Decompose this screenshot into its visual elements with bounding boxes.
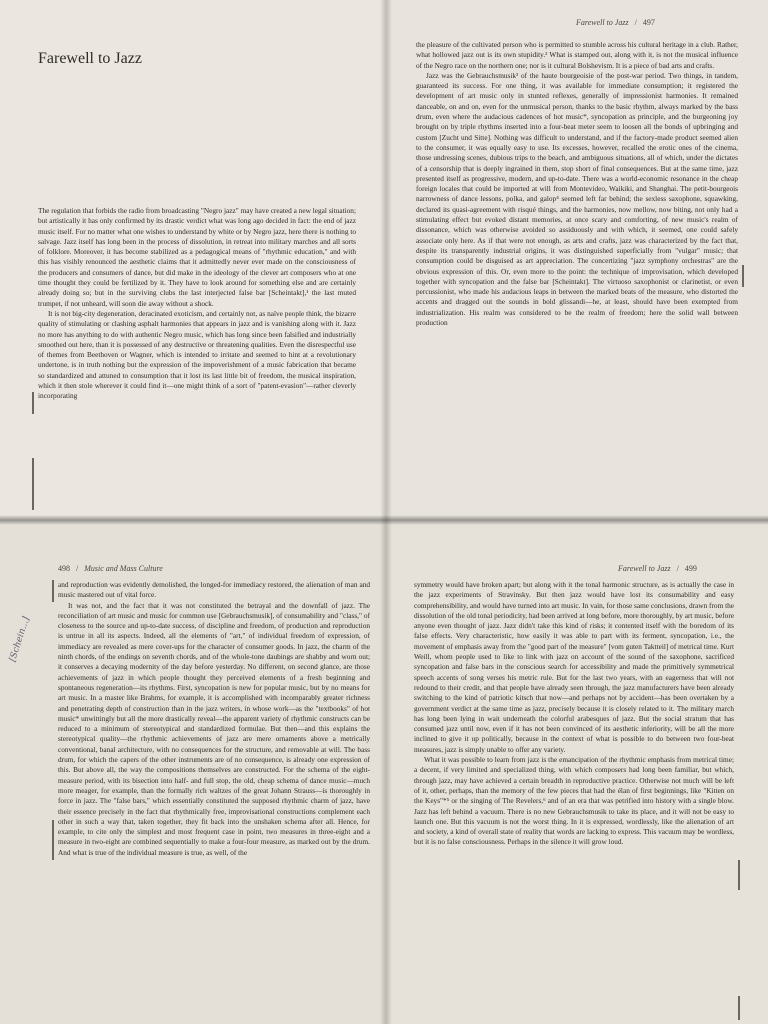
paragraph: symmetry would have broken apart; but along with it the tonal harmonic structure, as is actually the case in the jazz experiments of Stravinsky. But then jazz would have lost its consumability and easy comprehensibility, and would have turned into art music. In vain, for those same conclusions, drawn from the dissolution of the old tonal periodicity, had been arrived at long before, more thoroughly, by art music, before anyone even thought of jazz. Jazz didn't take this kind of risks; it contented itself with the boredom of its false effects. Very characteristic, how easily it was able to part with its ferment, syncopation, i.e., the movement of emphasis away from the "good part of the measure" [vom guten Taktteil] of metrical time. Kurt Weill, whom people used to like to link with jazz on account of the sound of the saxophone, sacrificed syncopation and false bars in the conscious search for accessibility and made the primitively symmetrical speech accents of song verses his metric rule. But for the last two years, with an eagerness that will not redound to their credit, and that people have already seen through, the jazz manufacturers have been already switching to the kind of patriotic kitsch that now—and perhaps not by accident—has been overtaken by a government verdict at the same time as jazz, precisely because it is closely related to it. The military march has long been lying in wait underneath the colorful arabesques of jazz. But the social stratum that has consumed jazz until now, even if it has not been convinced of its aesthetic inferiority, will be all the more inclined to give it up politically, because in the context of what is possible to do between two four-beat measures, jazz is simply unable to offer any variety.: [414, 580, 734, 754]
paragraph: It was not, and the fact that it was not constituted the betrayal and the downfall of jazz. The reconciliation of art music and music for common use [Gebrauchsmusik], of consumability and "class," of closeness to the source and up-to-date success, of discipline and freedom, of production and reproduction is untrue in all its aspects. Indeed, all the elements of "art," of individual freedom of expression, of immediacy are revealed as mere cover-ups for the character of consumer goods. In jazz, the charm of the ninth chords, of the endings on seventh chords, and of the whole-tone daubings are shabby and worn out; it conserves a decaying modernity of the day before yesterday. No different, on second glance, are those achievements of jazz in which people thought they perceived elements of a fresh beginning and spontaneous regeneration—its rhythms. First, syncopation is new for popular music, but by no means for art music. In a master like Brahms, for example, it is accomplished with incomparably greater richness and penetrating depth of construction than in the jazz writers, in whose work—as the "textbooks" of hot music* unwittingly but all the more drastically reveal—the apparent variety of rhythmic constructs can be reduced to a minimum of stereotypical and standardized formulae. But then—and this explains the stereotypical quality—the rhythmic achievements of jazz are mere ornaments above a metrically conventional, banal architecture, with no consequences for the structure, and removable at will. The bass drum, for which the capers of the other instruments are of no consequence, is already one expression of this. But above all, the way the compositions themselves are constructed. For the schema of the eight-measure period, with its bisection into half- and full stop, the old, cheap schema of dance music—much more meager, for example, than the formally rich waltzes of the great Johann Strauss—is thoroughly in force in jazz. The "false bars," which essentially constituted the supposed rhythmic charm of jazz, have their essence precisely in the fact that rhythmically free, improvisational constructions complement each other in such a way that, taken together, they fit back into the unshaken schema after all. Hence, for example, to cite only the simplest and most frequent case in point, two measures in three-eight and a measure in two-eight are combined sequentially to make a four-four measure, as marked out by the drum. And what is true of the individual measure is true, as well, of the: [58, 600, 370, 857]
running-header: [576, 18, 655, 27]
handwritten-margin-note: [Schein...]: [8, 615, 32, 664]
page-497-body: [416, 40, 738, 516]
margin-bracket: [32, 392, 34, 414]
paragraph: What it was possible to learn from jazz is the emancipation of the rhythmic emphasis from metrical time; a decent, if very limited and specialized thing, with which composers had long been familiar, but which, through jazz, may have achieved a certain breadth in reproductive practice. Otherwise not much will be left of it, other, perhaps, than the memory of the few pieces that had the élan of first beginnings, like "Kitten on the Keys"*⁵ or the singing of The Revelers,⁶ and of an era that was petrified into history with a single blow. Jazz has left behind a vacuum. There is no new Gebrauchsmusik to take its place, and it will not be easy to launch one. But this vacuum is not the worst thing. In it is expressed, wordlessly, like the alienation of art and society, a kind of overall state of reality that words are lacking to express. This vacuum may be wordless, but it is no false consciousness. Perhaps in the silence it will grow loud.: [414, 755, 734, 847]
page-number: 497: [642, 18, 655, 27]
running-header-separator: /: [634, 18, 637, 27]
paragraph: It is not big-city degeneration, deracinated exoticism, and certainly not, as naïve people think, the bizarre quality of stimulating or clashing asphalt harmonies that appears in jazz and is vanishing along with it. Jazz no more has anything to do with authentic Negro music, which has long since been falsified and industrially smoothed out here, than it is possessed of any destructive or threatening qualities. Even the disrespectful use of themes from Beethoven or Wagner, which is intended to irritate and seemed to hint at a revolutionary undertone, is in truth nothing but the expression of the impoverishment of a music fabrication that became so standardized and attuned to consumption that it lost its last little bit of freedom, the musical inspiration, which it then stole wherever it could find it—one might think of a sort of "patent-evasion"—rather cleverly incorporating: [38, 308, 356, 401]
page-497: [386, 0, 768, 520]
page-496: [0, 0, 386, 520]
margin-bracket: [738, 996, 740, 1020]
running-header-separator: /: [676, 564, 679, 573]
chapter-title: Farewell to Jazz: [38, 50, 142, 67]
running-header-title: Music and Mass Culture: [84, 564, 163, 573]
margin-bracket: [52, 580, 54, 602]
running-header-title: Farewell to Jazz: [576, 18, 629, 27]
paragraph: The regulation that forbids the radio from broadcasting "Negro jazz" may have created a new legal situation; but artistically it has only confirmed by its drastic verdict what was long ago decided in fact: the end of jazz music itself. For no matter what one wishes to understand by white or by Negro jazz, here there is nothing to salvage. Jazz itself has long been in the process of dissolution, in retreat into military marches and all sorts of folklore. Moreover, it has become stabilized as a pedagogical means of "rhythmic education," and with this has visibly renounced the aesthetic claims that it admittedly never ever made on the consciousness of the producers and consumers of dance, but did make in the ideology of the clever art composers who at one time thought they could be fertilized by it. They have to look around for something else and are certainly already doing so; but in the surviving clubs the last interjected false bar [Scheintakt],¹ the last muted trumpet, if not unheard, will soon die away without a shock.: [38, 206, 356, 308]
page-number: 498: [58, 564, 70, 573]
running-header-title: Farewell to Jazz: [618, 564, 671, 573]
margin-bracket: [742, 265, 744, 287]
paragraph: and reproduction was evidently demolished, the longed-for immediacy restored, the alienation of man and music mastered out of vital force.: [58, 580, 370, 600]
page-499: [386, 520, 768, 1024]
page-number: 499: [684, 564, 697, 573]
page-498: [0, 520, 386, 1024]
running-header: [618, 564, 697, 573]
margin-bracket: [52, 820, 54, 860]
running-header-separator: /: [76, 564, 79, 573]
page-498-body: [58, 580, 370, 1020]
running-header: [58, 564, 163, 573]
page-499-body: [414, 580, 734, 1020]
paragraph: the pleasure of the cultivated person who is permitted to stumble across his cultural heritage in a club. Rather, what hollowed jazz out is its own stupidity.² What is stamped out, along with it, is not the musical influence of the Negro race on the northern one; nor is it cultural Bolshevism. It is a piece of bad arts and crafts.: [416, 40, 738, 70]
page-496-body: [38, 206, 356, 512]
margin-bracket: [32, 458, 34, 510]
paragraph: Jazz was the Gebrauchsmusik³ of the haute bourgeoisie of the post-war period. Two things, in tandem, guaranteed its success. For one thing, it was available for immediate consumption; it registered the development of art music only in stunted reflexes, generally of impressionist harmonies. It remained danceable, on and on, even for the unmusical person, thanks to the basic rhythm, always marked by the bass drum, even where the audacious cadences of hot music*, syncopation as principle, and the burgeoning joy brought on by triple rhythms inserted into a four-beat meter seem to loosen all the bonds of upbringing and custom [Zucht und Sitte]. Nothing was difficult to understand, and if the factory-made product seemed alien to the consumer, it was equally easy to use. Its excesses, however, recalled the erotic ones of the cinema, those undressing scenes, dubious trips to the beach, and ambiguous situations, all of which, under the dictates of a censorship that is deeply ingrained in them, stop short of final consequences. But at the same time, jazz presented itself as progressive, modern, and up-to-date. There was a world-economic resonance in the cheap foreign locales that could be imported at will from Montevideo, Waikiki, and Shanghai. The petit-bourgeois narrowness of dance lessons, polka, and galop⁴ seemed left far behind; the sexless saxophone, squawking, declared its quasi-agreement with risqué things, and the harmonies, now mellow, now biting, not only had a stimulating effect but evoked distant memories, at once scary and comforting, of new music's realm of dissonance, which was otherwise avoided so assiduously and with which, it seemed, one could safely associate only here. As if that were not enough, as arts and crafts, jazz was characterized by the fact that, despite its transparently industrial origins, it was distinguished superficially from "vulgar" music; that consumption could be disguised as art appreciation. The concertizing "jazz symphony orchestras" are the obvious expression of this. Or, even more to the point: the technique of improvisation, which developed together with syncopation and the false bar [Scheintakt]. The virtuoso saxophonist or clarinetist, or even percussionist, who made his audacious leaps in between the marked beats of the measure, who distorted the accents and dragged out the sounds in bold glissandi—he, at least, should have been exempted from industrialization. His realm was considered to be the realm of freedom; here the solid wall between production: [416, 70, 738, 328]
margin-bracket: [738, 860, 740, 890]
